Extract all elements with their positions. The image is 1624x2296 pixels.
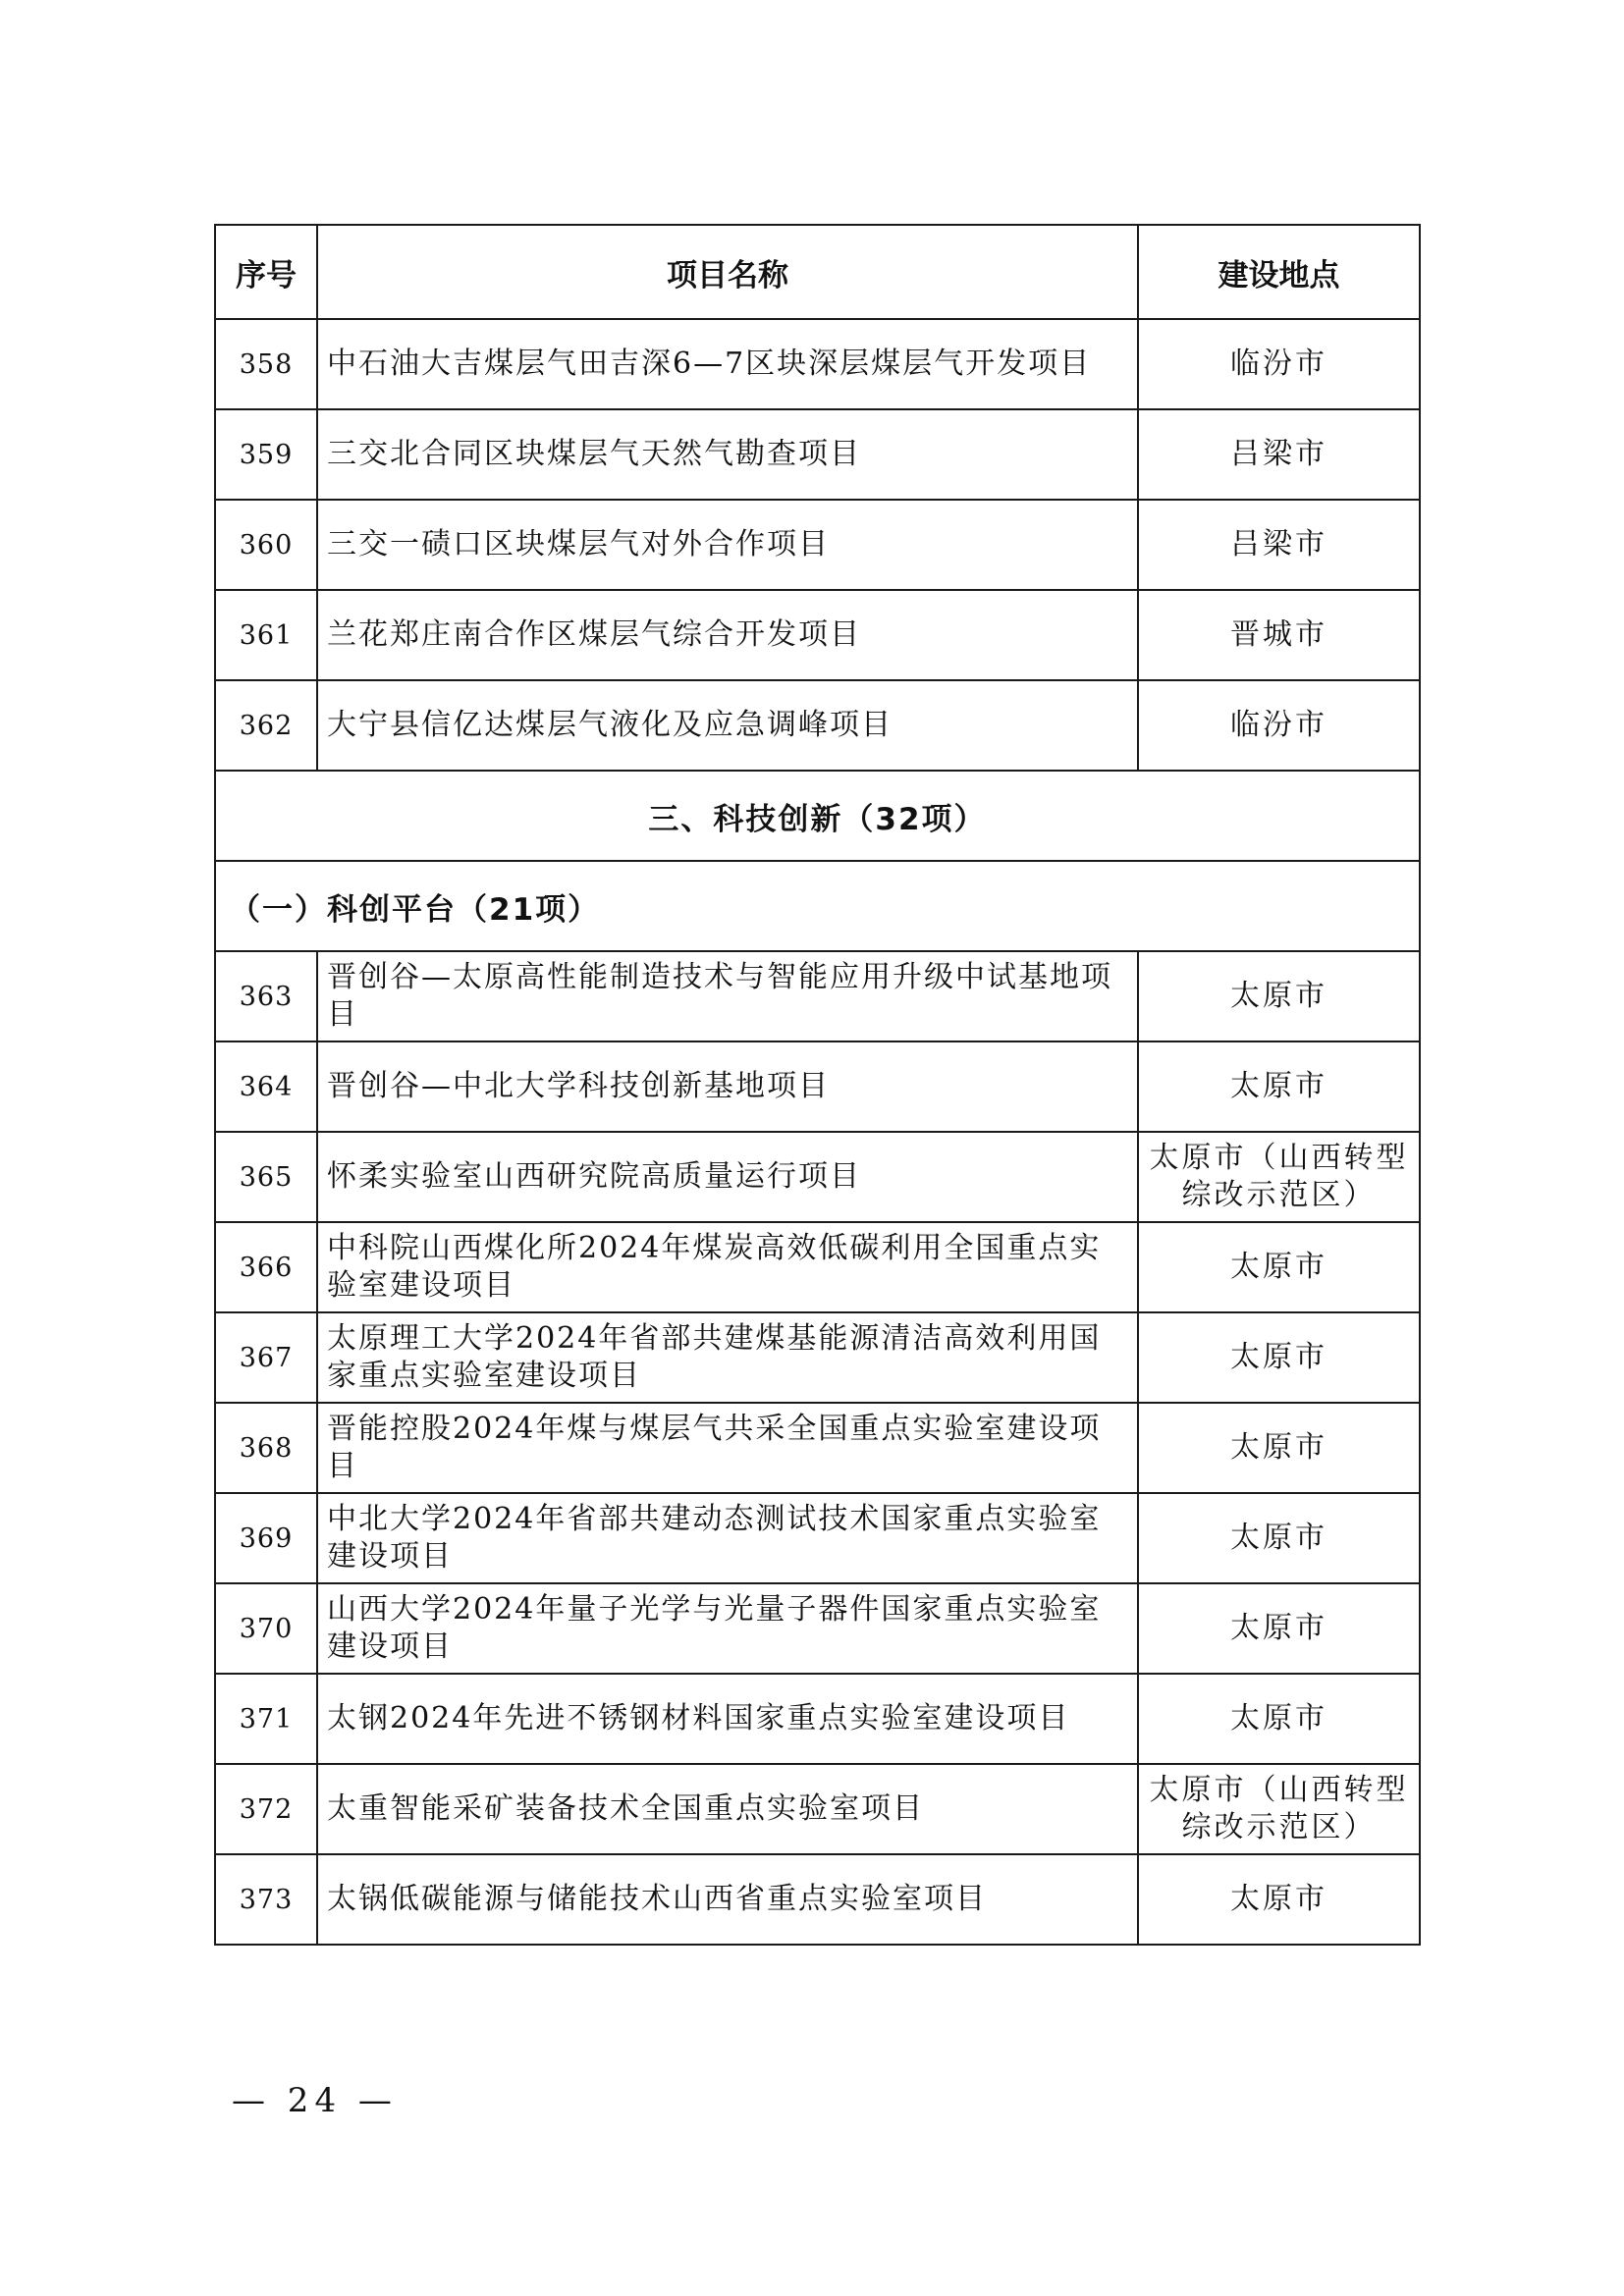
row-seq: 367: [215, 1312, 317, 1403]
table-row: [215, 409, 1420, 500]
header-location: 建设地点: [1138, 225, 1420, 319]
row-seq: 363: [215, 951, 317, 1041]
row-seq: 370: [215, 1583, 317, 1674]
row-location: 太原市: [1138, 1312, 1420, 1403]
row-project-name: 三交一碛口区块煤层气对外合作项目: [317, 500, 1138, 590]
row-project-name: 山西大学2024年量子光学与光量子器件国家重点实验室建设项目: [317, 1583, 1138, 1674]
row-seq: 369: [215, 1493, 317, 1583]
table-row: [215, 319, 1420, 409]
section-row: [215, 771, 1420, 861]
table-row: [215, 1674, 1420, 1764]
row-seq: 365: [215, 1132, 317, 1222]
row-project-name: 中石油大吉煤层气田吉深6—7区块深层煤层气开发项目: [317, 319, 1138, 409]
table-row: [215, 1312, 1420, 1403]
row-seq: 361: [215, 590, 317, 680]
row-seq: 366: [215, 1222, 317, 1312]
row-seq: 373: [215, 1854, 317, 1945]
row-location: 太原市: [1138, 951, 1420, 1041]
table-row: [215, 1764, 1420, 1854]
row-location: 太原市: [1138, 1583, 1420, 1674]
row-project-name: 太原理工大学2024年省部共建煤基能源清洁高效利用国家重点实验室建设项目: [317, 1312, 1138, 1403]
table-row: [215, 951, 1420, 1041]
table-row: [215, 1403, 1420, 1493]
row-seq: 368: [215, 1403, 317, 1493]
table-body-top: [215, 319, 1420, 771]
subsection-title: （一）科创平台（21项）: [215, 861, 1420, 951]
row-location: 太原市: [1138, 1493, 1420, 1583]
row-project-name: 太钢2024年先进不锈钢材料国家重点实验室建设项目: [317, 1674, 1138, 1764]
row-location: 临汾市: [1138, 319, 1420, 409]
table-row: [215, 1222, 1420, 1312]
row-seq: 362: [215, 680, 317, 771]
row-location: 太原市（山西转型综改示范区）: [1138, 1132, 1420, 1222]
row-seq: 359: [215, 409, 317, 500]
page-number: — 24 —: [232, 2081, 398, 2120]
row-seq: 372: [215, 1764, 317, 1854]
section-block: [215, 771, 1420, 951]
row-project-name: 兰花郑庄南合作区煤层气综合开发项目: [317, 590, 1138, 680]
header-name: 项目名称: [317, 225, 1138, 319]
row-seq: 364: [215, 1041, 317, 1132]
row-project-name: 三交北合同区块煤层气天然气勘查项目: [317, 409, 1138, 500]
table-row: [215, 1493, 1420, 1583]
row-location: 太原市: [1138, 1222, 1420, 1312]
row-project-name: 太重智能采矿装备技术全国重点实验室项目: [317, 1764, 1138, 1854]
row-project-name: 中北大学2024年省部共建动态测试技术国家重点实验室建设项目: [317, 1493, 1138, 1583]
row-location: 临汾市: [1138, 680, 1420, 771]
row-location: 吕梁市: [1138, 409, 1420, 500]
table-row: [215, 1583, 1420, 1674]
table-row: [215, 500, 1420, 590]
table-header-row: [215, 225, 1420, 319]
row-location: 晋城市: [1138, 590, 1420, 680]
row-location: 太原市: [1138, 1041, 1420, 1132]
row-project-name: 怀柔实验室山西研究院高质量运行项目: [317, 1132, 1138, 1222]
table-row: [215, 1041, 1420, 1132]
row-project-name: 中科院山西煤化所2024年煤炭高效低碳利用全国重点实验室建设项目: [317, 1222, 1138, 1312]
table-row: [215, 1132, 1420, 1222]
table-body-bottom: [215, 951, 1420, 1945]
section-title: 三、科技创新（32项）: [215, 771, 1420, 861]
row-project-name: 晋能控股2024年煤与煤层气共采全国重点实验室建设项目: [317, 1403, 1138, 1493]
row-project-name: 大宁县信亿达煤层气液化及应急调峰项目: [317, 680, 1138, 771]
row-location: 吕梁市: [1138, 500, 1420, 590]
table-row: [215, 590, 1420, 680]
row-seq: 360: [215, 500, 317, 590]
table-row: [215, 1854, 1420, 1945]
table-row: [215, 680, 1420, 771]
row-location: 太原市: [1138, 1854, 1420, 1945]
row-seq: 371: [215, 1674, 317, 1764]
row-location: 太原市: [1138, 1403, 1420, 1493]
subsection-row: [215, 861, 1420, 951]
row-location: 太原市: [1138, 1674, 1420, 1764]
project-table: [214, 224, 1421, 1946]
row-seq: 358: [215, 319, 317, 409]
row-project-name: 太锅低碳能源与储能技术山西省重点实验室项目: [317, 1854, 1138, 1945]
header-seq: 序号: [215, 225, 317, 319]
row-location: 太原市（山西转型综改示范区）: [1138, 1764, 1420, 1854]
row-project-name: 晋创谷—太原高性能制造技术与智能应用升级中试基地项目: [317, 951, 1138, 1041]
row-project-name: 晋创谷—中北大学科技创新基地项目: [317, 1041, 1138, 1132]
